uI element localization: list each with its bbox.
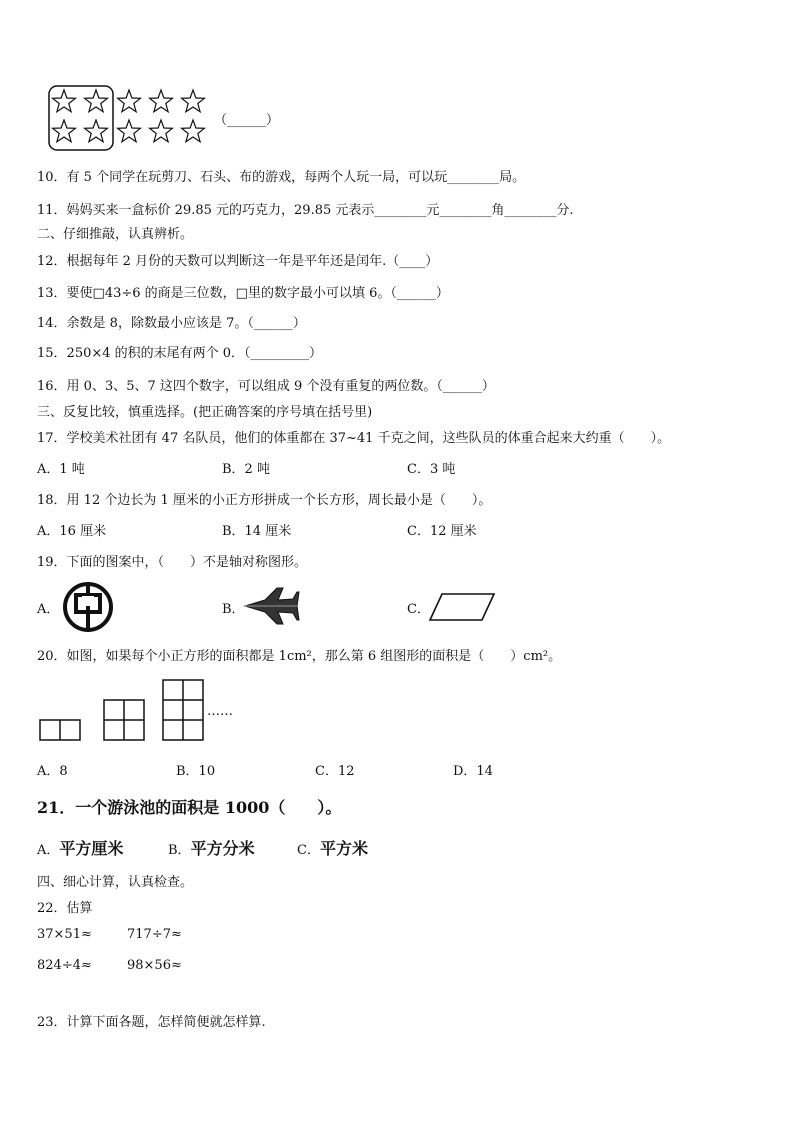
bank-logo-icon — [62, 582, 114, 632]
section-3-heading: 三、反复比较，慎重选择。(把正确答案的序号填在括号里) — [37, 405, 373, 420]
star-icon — [85, 120, 108, 142]
q22-item-3: 824÷4≈ — [37, 958, 92, 973]
q22-item-4: 98×56≈ — [127, 958, 182, 973]
star-icon — [182, 90, 205, 112]
star-icon — [85, 90, 108, 112]
q18-option-a[interactable]: A．16 厘米 — [37, 524, 107, 539]
q17-option-c[interactable]: C．3 吨 — [407, 462, 456, 477]
q21-option-c-letter: C． — [297, 843, 320, 858]
question-12: 12．根据每年 2 月份的天数可以判断这一年是平年还是闰年.（____） — [37, 254, 439, 269]
q19-option-b[interactable]: B． — [222, 602, 245, 617]
star-icon — [150, 90, 173, 112]
star-icon — [182, 120, 205, 142]
q19-option-a[interactable]: A． — [37, 602, 60, 617]
question-14: 14．余数是 8，除数最小应该是 7。（______） — [37, 316, 306, 331]
stars-answer-blank[interactable]: （______） — [214, 113, 280, 128]
q19-option-c[interactable]: C． — [407, 602, 430, 617]
question-19-stem: 19．下面的图案中，（ ）不是轴对称图形。 — [37, 555, 308, 570]
q18-option-c[interactable]: C．12 厘米 — [407, 524, 477, 539]
q20-option-c[interactable]: C．12 — [315, 764, 355, 779]
q22-item-2: 717÷7≈ — [127, 927, 182, 942]
question-17-stem: 17．学校美术社团有 47 名队员，他们的体重都在 37~41 千克之间，这些队员的体重合起来大约重（ ）。 — [37, 431, 671, 446]
question-18-stem: 18．用 12 个边长为 1 厘米的小正方形拼成一个长方形，周长最小是（ ）。 — [37, 493, 492, 508]
question-20-stem: 20．如图，如果每个小正方形的面积都是 1cm²，那么第 6 组图形的面积是（ ）cm²。 — [37, 649, 562, 664]
q20-ellipsis: …… — [207, 704, 233, 719]
q21-option-a[interactable] — [37, 836, 123, 859]
star-icon — [53, 90, 76, 112]
q17-option-b[interactable]: B．2 吨 — [222, 462, 270, 477]
question-11: 11．妈妈买来一盒标价 29.85 元的巧克力，29.85 元表示________元________角________分. — [37, 203, 574, 218]
star-icon — [118, 120, 141, 142]
q21-option-b-text: 平方分米 — [190, 839, 255, 858]
question-13: 13．要使□43÷6 的商是三位数，□里的数字最小可以填 6。（______） — [37, 286, 449, 301]
q21-option-c[interactable] — [297, 836, 368, 859]
stars-svg — [45, 84, 215, 154]
q21-option-c-text: 平方米 — [319, 839, 368, 858]
section-4-heading: 四、细心计算，认真检查。 — [37, 875, 194, 890]
q20-option-b[interactable]: B．10 — [176, 764, 216, 779]
star-icon — [118, 90, 141, 112]
q21-option-b[interactable] — [168, 836, 255, 859]
parallelogram-icon — [430, 592, 494, 624]
question-10: 10．有 5 个同学在玩剪刀、石头、布的游戏，每两个人玩一局，可以玩________局。 — [37, 170, 526, 185]
q22-item-1: 37×51≈ — [37, 927, 92, 942]
star-icon — [150, 120, 173, 142]
question-15: 15．250×4 的积的末尾有两个 0．（_________） — [37, 346, 323, 361]
q20-option-a[interactable]: A．8 — [37, 764, 68, 779]
q21-option-a-letter: A． — [37, 843, 60, 858]
fighter-jet-icon — [243, 586, 299, 626]
q20-option-d[interactable]: D．14 — [453, 764, 493, 779]
question-16: 16．用 0、3、5、7 这四个数字，可以组成 9 个没有重复的两位数。（______） — [37, 379, 495, 394]
question-22-stem: 22．估算 — [37, 901, 93, 916]
star-icon — [53, 120, 76, 142]
section-2-heading: 二、仔细推敲，认真辨析。 — [37, 227, 194, 242]
question-23-stem: 23．计算下面各题，怎样简便就怎样算. — [37, 1015, 266, 1030]
q17-option-a[interactable]: A．1 吨 — [37, 462, 85, 477]
q21-option-a-text: 平方厘米 — [59, 839, 124, 858]
square-pattern-figure — [38, 680, 268, 760]
question-21-stem: 21．一个游泳池的面积是 1000（ ）。 — [37, 798, 342, 817]
q18-option-b[interactable]: B．14 厘米 — [222, 524, 292, 539]
q21-option-b-letter: B． — [168, 843, 191, 858]
